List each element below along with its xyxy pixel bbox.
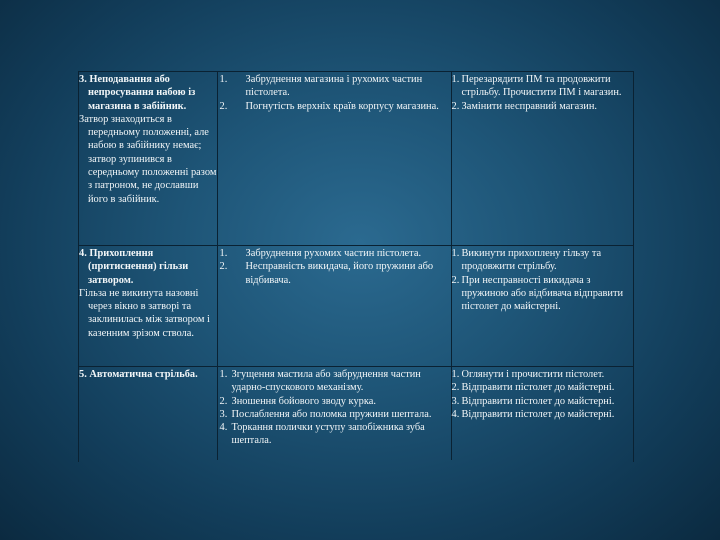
- list-item: [218, 247, 451, 260]
- list-item: [452, 100, 634, 113]
- item-number: 1.: [219, 369, 228, 380]
- malfunction-heading: 5. Автоматична стрільба.: [79, 369, 198, 380]
- item-text: Несправність викидача, його пружини або відбивача.: [245, 261, 434, 286]
- item-number: 3.: [451, 395, 460, 407]
- item-number: 1.: [219, 248, 228, 259]
- causes-list: [218, 368, 451, 448]
- list-item: [218, 100, 451, 113]
- item-text: Перезарядити ПМ та продовжити стрільбу. Прочистити ПМ і магазин.: [461, 74, 622, 99]
- item-text: Послаблення або поломка пружини шептала.: [231, 408, 432, 420]
- list-item: [218, 408, 451, 421]
- list-item: [452, 395, 634, 408]
- malfunction-cell: [79, 246, 217, 367]
- malfunctions-table: [79, 72, 633, 460]
- item-number: 1.: [219, 74, 228, 85]
- item-text: Замінити несправний магазин.: [461, 100, 598, 112]
- causes-cell: [217, 72, 451, 246]
- list-item: [452, 73, 634, 100]
- remedies-list: [452, 73, 634, 113]
- causes-list: [218, 73, 451, 113]
- item-number: 2.: [219, 261, 228, 273]
- item-text: Викинути прихоплену гільзу та продовжити стрільбу.: [461, 248, 602, 273]
- remedies-list: [452, 368, 634, 421]
- item-number: 1.: [451, 369, 460, 380]
- item-number: 4.: [219, 422, 228, 434]
- item-text: Забруднення магазина і рухомих частин пістолета.: [245, 74, 423, 99]
- item-text: Згущення мастила або забруднення частин ударно-спускового механізму.: [231, 369, 421, 394]
- malfunction-description: Затвор знаходиться в передньому положенні, але набою в забійнику немає; затвор зупинився в середньому положенні разом з патроном, не дославши його в забійник.: [79, 113, 217, 205]
- list-item: [218, 73, 451, 100]
- malfunction-heading: 3. Неподавання або непросування набою із магазина в забійник.: [79, 74, 196, 112]
- malfunction-description: Гільза не викинута назовні через вікно в затворі та заклинилась між затвором і казенним зрізом ствола.: [79, 287, 210, 339]
- list-item: [218, 395, 451, 408]
- remedies-list: [452, 247, 634, 313]
- table-row: [79, 72, 633, 246]
- item-number: 2.: [451, 382, 460, 394]
- list-item: [218, 260, 451, 287]
- remedies-cell: [451, 246, 633, 367]
- item-text: Забруднення рухомих частин пістолета.: [245, 248, 422, 259]
- item-text: Відправити пістолет до майстерні.: [461, 408, 615, 420]
- causes-cell: [217, 367, 451, 461]
- item-number: 2.: [219, 100, 228, 112]
- malfunctions-table-frame: [78, 71, 634, 462]
- remedies-cell: [451, 72, 633, 246]
- table-row: [79, 367, 633, 461]
- causes-list: [218, 247, 451, 287]
- item-text: Відправити пістолет до майстерні.: [461, 395, 615, 407]
- item-text: Погнутість верхніх країв корпусу магазина.: [245, 100, 439, 112]
- item-text: Оглянути і прочистити пістолет.: [461, 369, 605, 380]
- item-text: Зношення бойового зводу курка.: [231, 395, 376, 407]
- causes-cell: [217, 246, 451, 367]
- table-row: [79, 246, 633, 367]
- item-number: 2.: [219, 395, 228, 407]
- item-number: 2.: [451, 100, 460, 112]
- item-number: 4.: [451, 408, 460, 420]
- item-number: 3.: [219, 408, 228, 420]
- item-text: Торкання полички уступу запобіжника зуба шептала.: [231, 422, 425, 447]
- list-item: [452, 274, 634, 314]
- list-item: [452, 368, 634, 381]
- list-item: [452, 381, 634, 394]
- malfunction-cell: [79, 72, 217, 246]
- item-text: При несправності викидача з пружиною або відбивача відправити пістолет до майстерні.: [461, 274, 624, 313]
- list-item: [218, 421, 451, 448]
- list-item: [452, 408, 634, 421]
- item-number: 2.: [451, 274, 460, 286]
- list-item: [452, 247, 634, 274]
- malfunction-cell: [79, 367, 217, 461]
- list-item: [218, 368, 451, 395]
- item-number: 1.: [451, 248, 460, 259]
- item-number: 1.: [451, 74, 460, 85]
- item-text: Відправити пістолет до майстерні.: [461, 382, 615, 394]
- remedies-cell: [451, 367, 633, 461]
- malfunction-heading: 4. Прихоплення (притиснення) гільзи затвором.: [79, 248, 189, 286]
